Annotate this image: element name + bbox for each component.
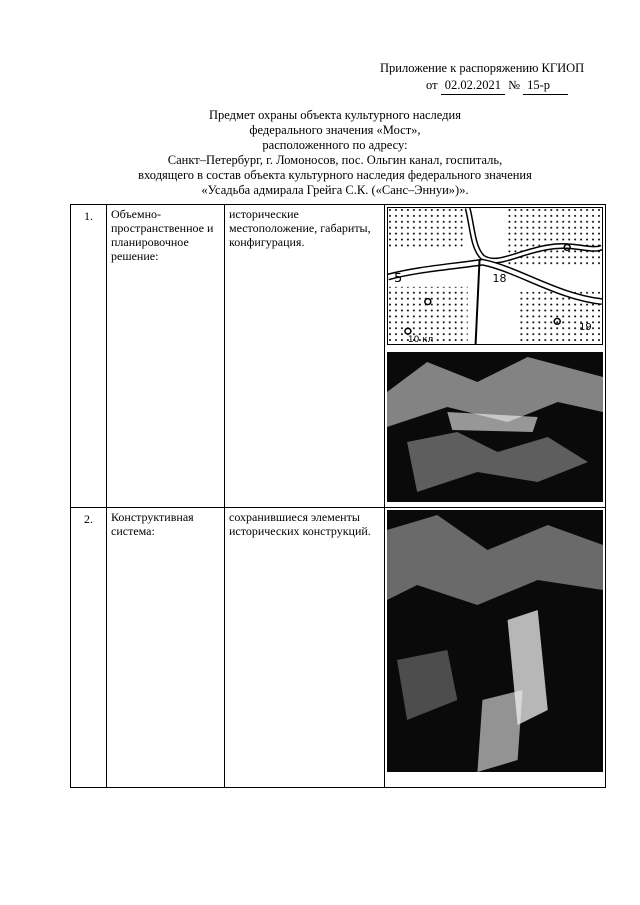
row-images — [385, 205, 606, 508]
protection-table — [70, 204, 606, 788]
title-line: входящего в состав объекта культурного наследия федерального значения — [138, 168, 532, 182]
order-date-number — [380, 77, 584, 95]
row-item: Конструктивная система: — [107, 508, 225, 788]
map-label: 18 — [492, 271, 507, 285]
map-label: 10 кл — [407, 335, 434, 345]
row-number: 2. — [71, 508, 107, 788]
document-title — [100, 108, 570, 198]
order-number: 15-р — [523, 77, 568, 95]
title-line: расположенного по адресу: — [262, 138, 408, 152]
row-number: 1. — [71, 205, 107, 508]
bridge-photo-1 — [387, 352, 603, 502]
site-map-image — [387, 207, 603, 345]
row-images — [385, 508, 606, 788]
title-line: «Усадьба адмирала Грейга С.К. («Санс–Эннуи»)». — [201, 183, 469, 197]
document-header — [380, 60, 584, 95]
table-row — [71, 508, 606, 788]
row-description: сохранившиеся элементы исторических конструкций. — [225, 508, 385, 788]
title-line: Санкт–Петербург, г. Ломоносов, пос. Ольгин канал, госпиталь, — [167, 153, 503, 167]
appendix-line: Приложение к распоряжению КГИОП — [380, 61, 585, 75]
map-label: 5 — [393, 270, 403, 286]
title-line: Предмет охраны объекта культурного наследия — [209, 108, 461, 122]
order-date: 02.02.2021 — [441, 77, 505, 95]
bridge-photo-2 — [387, 510, 603, 772]
title-line: федерального значения «Мост», — [249, 123, 421, 137]
map-label: 19 — [579, 322, 592, 334]
table-row — [71, 205, 606, 508]
number-label: № — [508, 78, 520, 92]
row-description: исторические местоположение, габариты, конфигурация. — [225, 205, 385, 508]
row-item: Объемно-пространственное и планировочное решение: — [107, 205, 225, 508]
from-label: от — [426, 78, 438, 92]
